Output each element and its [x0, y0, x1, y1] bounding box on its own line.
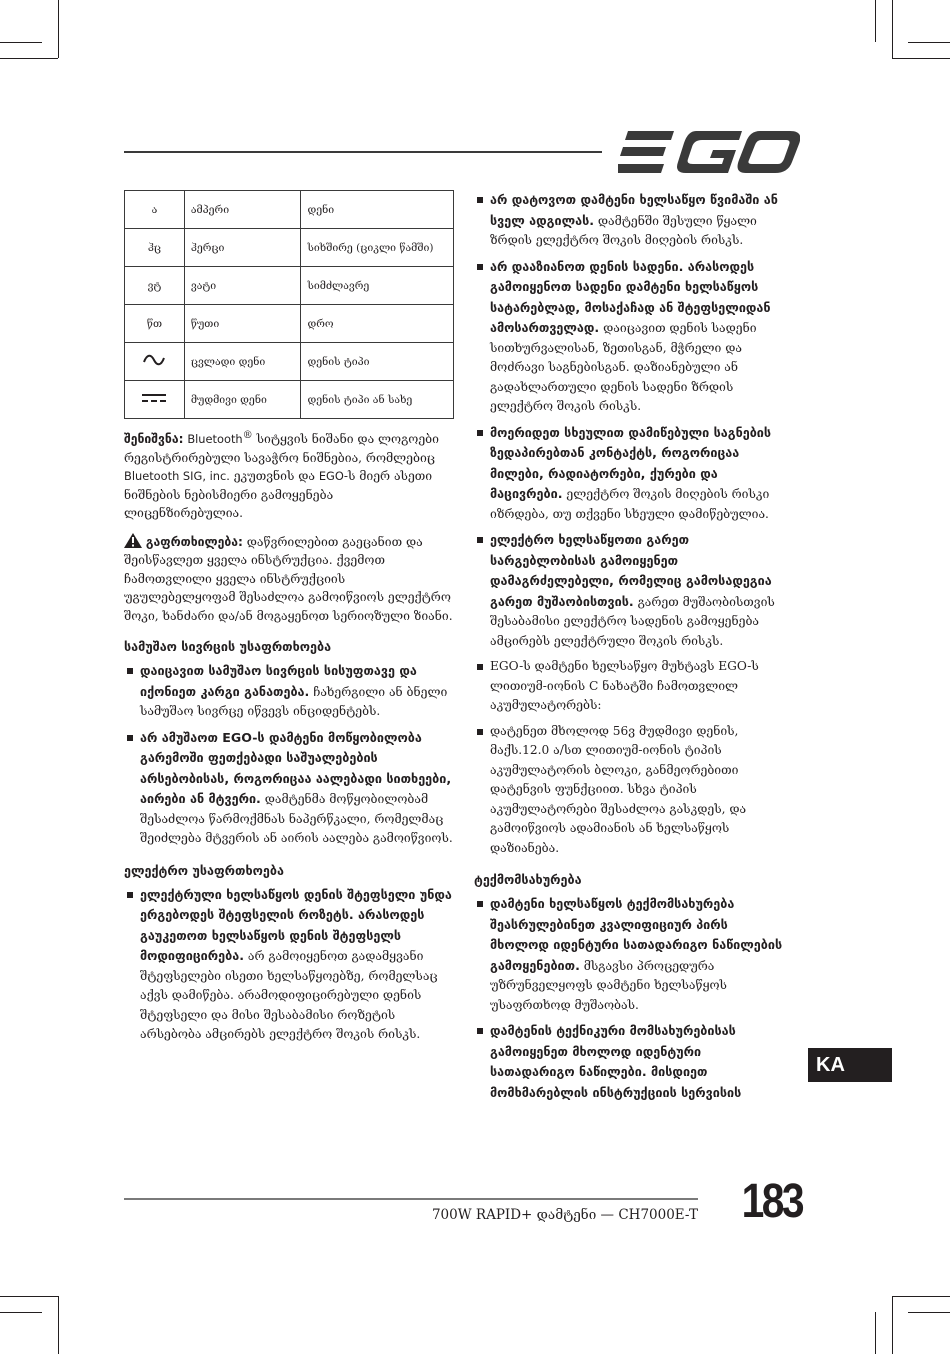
item-text: დატენეთ მხოლოდ 56ვ მუდმივი დენის, მაქს.12.0 ა/სთ ლითიუმ-იონის ტიპის აკუმულატორის ბლოკი, განმეორებითი დატენვის ფუნქციით. სხვა ტიპის აკუმულატორები შესაძლოა გასკდეს, და გამოიწვიოს ადამიანის ან ხელსაწყოს დაზიანება.: [490, 723, 747, 855]
note-company: Bluetooth SIG, inc.: [124, 469, 230, 484]
page-number: 183: [741, 1175, 802, 1228]
crop-mark: [892, 58, 950, 59]
crop-mark: [58, 1296, 59, 1354]
symbol-cell: [125, 381, 185, 419]
right-column: [474, 190, 790, 1109]
item-bold: დაიცავით სამუშაო სივრცის სისუფთავე და იქონიეთ კარგი განათება.: [140, 663, 417, 699]
crop-mark: [0, 1296, 58, 1297]
language-tab: KA: [808, 1048, 892, 1082]
note-brand: Bluetooth: [187, 432, 243, 447]
note-brand: EGO: [318, 469, 344, 484]
crop-mark: [0, 1312, 42, 1313]
meaning-cell: სიხშირე (ციკლი წამში): [301, 229, 454, 267]
note-text: ეკუთვნის და: [229, 469, 319, 484]
table-row: [125, 381, 454, 419]
section-heading-maintenance: ტექმომსახურება: [474, 872, 582, 887]
name-cell: ვატი: [184, 267, 301, 305]
electrical-list: [124, 885, 454, 1045]
note-text: სიტყვის ნიშანი და ლოგოები რეგისტრირებული სავაჭრო ნიშნებია, რომლებიც: [124, 432, 439, 465]
section-heading-electrical: ელექტრო უსაფრთხოება: [124, 862, 284, 878]
item-text: დამტენში შესული წყალი ზრდის ელექტრო შოკის მიღების რისკს.: [490, 213, 757, 247]
item-bold: დამტენის ტექნიკური მომსახურებისას გამოიყენეთ მხოლოდ იდენტური სათადარიგო ნაწილები. მისდიეთ მომხმარებლის ინსტრუქციის სერვისის: [490, 1023, 742, 1100]
warning-triangle-icon: [124, 533, 142, 548]
warning-paragraph: [124, 533, 454, 626]
note-label: შენიშვნა:: [124, 432, 184, 447]
electrical-list-continued: [474, 190, 790, 858]
registered-mark: ®: [242, 430, 253, 441]
left-column: [124, 190, 454, 1051]
name-cell: ჰერცი: [184, 229, 301, 267]
symbol-cell: წთ: [125, 305, 185, 343]
symbol-cell: ვტ: [125, 267, 185, 305]
symbol-cell: ა: [125, 191, 185, 229]
list-item: [474, 257, 790, 417]
maintenance-list: [474, 894, 790, 1103]
list-item: [474, 657, 790, 716]
list-item: [124, 728, 454, 849]
item-bold: მოერიდეთ სხეულით დამიწებული საგნების ზედაპირებთან კონტაქტს, როგორიცაა მილები, რადიატორები, ქურები და მაცივრები.: [490, 424, 772, 501]
note-text: -ს მიერ ასეთი ნიშნების ნებისმიერი გამოყენება ლიცენზირებულია.: [124, 469, 433, 521]
warning-label: გაფრთხილება:: [145, 534, 243, 549]
list-item: [124, 885, 454, 1045]
meaning-cell: დენის ტიპი: [301, 343, 454, 381]
list-item: [474, 190, 790, 251]
item-bold: არ დააზიანოთ დენის სადენი. არასოდეს გამოიყენოთ სადენი დამტენი ხელსაწყოს სატარებლად, მოსაქაჩად ან შტეფსელიდან ამოსართველად.: [490, 258, 771, 335]
meaning-cell: სიმძლავრე: [301, 267, 454, 305]
symbol-cell: [125, 343, 185, 381]
item-bold: არ დატოვოთ დამტენი ხელსაწყო წვიმაში ან სველ ადგილას.: [490, 192, 778, 228]
item-text: ელექტრო შოკის მიღების რისკი იზრდება, თუ თქვენი სხეული დამიწებულია.: [490, 487, 770, 521]
name-cell: ამპერი: [184, 191, 301, 229]
crop-mark: [892, 1296, 893, 1354]
list-item: [474, 423, 790, 525]
direct-current-icon: [141, 391, 167, 405]
item-bold: ელექტრო ხელსაწყოთი გარეთ სარგებლობისას გამოიყენეთ დამაგრძელებელი, რომელიც გამოსადეგია გარეთ მუშაობისთვის.: [490, 532, 772, 609]
list-item: [474, 722, 790, 859]
crop-mark: [0, 58, 58, 59]
footer-rule: [124, 1198, 698, 1200]
name-cell: ცვლადი დენი: [184, 343, 301, 381]
table-row: [125, 305, 454, 343]
symbol-cell: ჰც: [125, 229, 185, 267]
warning-text: დაწვრილებით გაეცანით და შეისწავლეთ ყველა ინსტრუქცია. ქვემოთ ჩამოთვლილი ყველა ინსტრუქციის უგულებელყოფამ შესაძლოა გამოიწვიოს ელექტრო შოკი, ხანძარი და/ან მოგაყენოთ სერიოზული ზიანი.: [124, 534, 453, 623]
item-text: დამტენმა მოწყობილობამ შესაძლოა წარმოქმნას ნაპერწკალი, რომელმაც შეიძლება მტვერის ან აირის აალება გამოიწვიოს.: [140, 792, 453, 846]
item-text: EGO-ს დამტენი ხელსაწყო მუხტავს EGO-ს ლითიუმ-იონის C ნახატში ჩამოთვლილ აკუმულატორებს:: [490, 659, 759, 712]
list-item: [474, 1021, 790, 1103]
work-area-list: [124, 661, 454, 849]
meaning-cell: დრო: [301, 305, 454, 343]
list-item: [474, 894, 790, 1015]
list-item: [474, 530, 790, 651]
crop-mark: [0, 42, 42, 43]
alternating-current-icon: [142, 353, 166, 367]
table-row: [125, 267, 454, 305]
crop-mark: [908, 1312, 950, 1313]
table-row: [125, 191, 454, 229]
abbreviation-table: [124, 190, 454, 419]
item-text: გარეთ მუშაობისთვის შესაბამისი ელექტრო სადენის გამოყენება ამცირებს ელექტრული შოკის რისკს.: [490, 594, 775, 648]
crop-mark: [892, 1296, 950, 1297]
name-cell: წუთი: [184, 305, 301, 343]
crop-mark: [892, 0, 893, 58]
crop-mark: [875, 1312, 876, 1354]
item-bold: დამტენი ხელსაწყოს ტექმომსახურება შეასრულებინეთ კვალიფიციურ პირს მხოლოდ იდენტური სათადარიგო ნაწილების გამოყენებით.: [490, 896, 783, 973]
crop-mark: [908, 42, 950, 43]
item-text: ჩახერგილი ან ბნელი სამუშაო სივრცე იწვევს ინციდენტებს.: [140, 684, 448, 719]
item-text: დაიცავით დენის სადენი სითხურვალისან, ზეთისგან, მჭრელი და მოძრავი საგნებისგან. დაზიანებული ან გადახლართული დენის სადენი ზრდის ელექტრო შოკის რისკს.: [490, 321, 757, 413]
table-row: [125, 343, 454, 381]
item-bold: არ ამუშაოთ EGO-ს დამტენი მოწყობილობა გარემოში ფეთქებადი საშუალებების არსებობისას, როგორიცაა აალებადი სითხეები, აირები ან მტვერი.: [140, 729, 452, 807]
footer-product: 700W RAPID+ დამტენი — CH7000E-T: [431, 1207, 698, 1223]
section-heading-work-area: სამუშაო სივრცის უსაფრთხოება: [124, 639, 332, 655]
header-rule: [124, 151, 602, 153]
name-cell: მუდმივი დენი: [184, 381, 301, 419]
crop-mark: [58, 0, 59, 58]
item-text: მსგავსი პროცედურა უზრუნველყოფს დამტენი ხელსაწყოს უსაფრთხოდ მუშაობას.: [490, 958, 727, 1012]
crop-mark: [875, 0, 876, 42]
meaning-cell: დენი: [301, 191, 454, 229]
item-bold: ელექტრული ხელსაწყოს დენის შტეფსელი უნდა ერგებოდეს შტეფსელის როზეტს. არასოდეს გაუკეთოთ ხელსაწყოს დენის შტეფსელს მოდიფიცირება.: [140, 886, 452, 964]
table-row: [125, 229, 454, 267]
trademark-note: [124, 427, 454, 523]
list-item: [124, 661, 454, 722]
meaning-cell: დენის ტიპი ან სახე: [301, 381, 454, 419]
ego-logo: [618, 131, 800, 173]
item-text: არ გამოიყენოთ გადამყვანი შტეფსელები ისეთი ხელსაწყოებზე, რომელსაც აქვს დამიწება. არამოდიფიცირებული დენის შტეფსელი და მისი შესაბამისი როზეტის არსებობა ამცირებს ელექტრო შოკის რისკს.: [140, 949, 438, 1042]
